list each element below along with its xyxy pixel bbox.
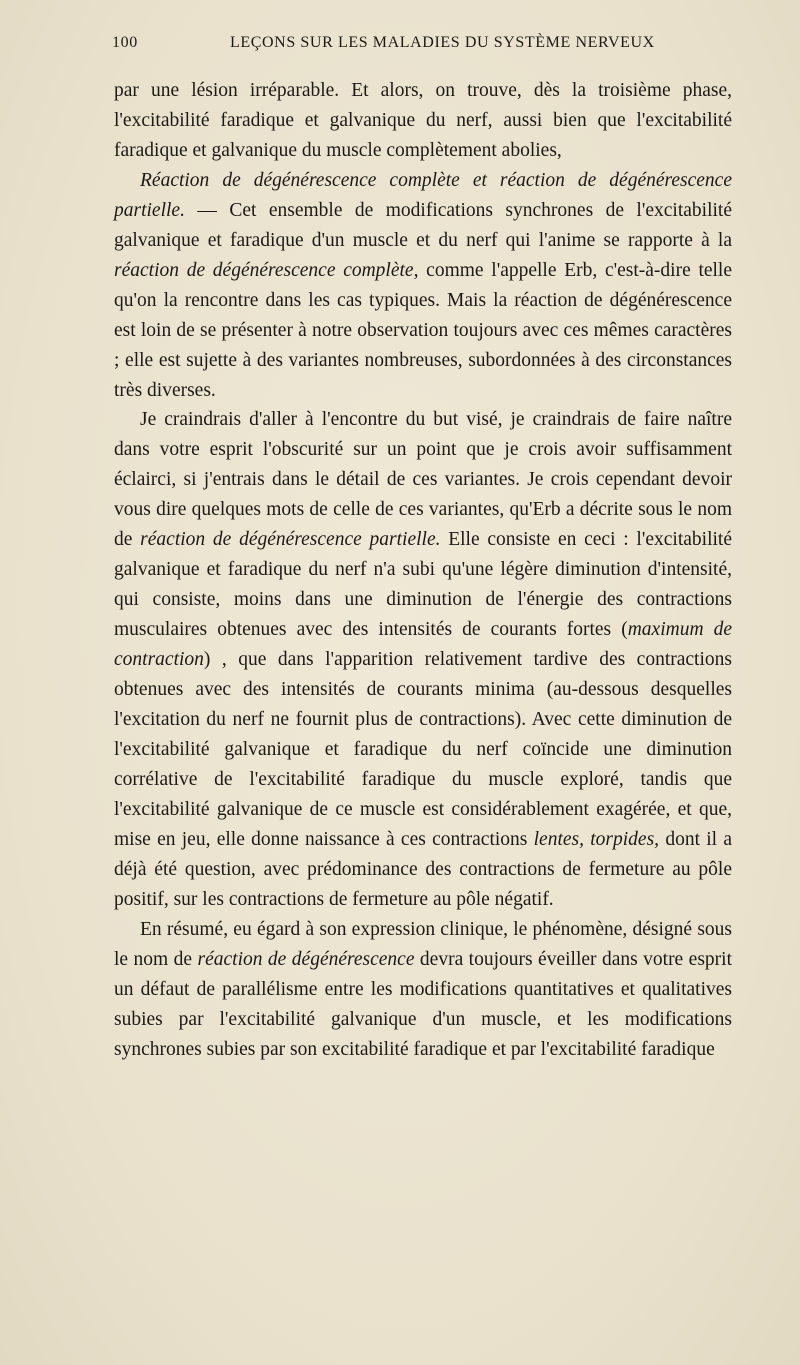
section-heading: Réaction de dégénérescence complète et réaction de dégénérescence partielle. bbox=[114, 169, 732, 221]
paragraph-3-italic-term-a: réaction de dégénérescence partielle. bbox=[140, 529, 441, 551]
paragraph-1 bbox=[114, 76, 732, 166]
paragraph-4-text-a: En résumé, eu égard à son expression clinique, le phénomène, désigné sous le nom de bbox=[114, 918, 732, 970]
body-text bbox=[114, 76, 732, 1064]
paragraph-2 bbox=[114, 166, 732, 406]
running-head bbox=[112, 34, 716, 58]
paragraph-1-text: par une lésion irréparable. Et alors, on trouve, dès la troisième phase, l'excitabilité faradique et galvanique du nerf, aussi bien que l'excitabilité faradique et galvanique du muscle complètement abolies, bbox=[114, 80, 732, 161]
paragraph-3-text-c: ) , que dans l'apparition relativement tardive des contractions obtenues avec des intensités de courants minima (au-dessous desquelles l'excitation du nerf ne fournit plus de contractions). Avec cette diminution de l'excitabilité galvanique et faradique du nerf coïncide une diminution corrélative de l'excitabilité faradique du muscle exploré, tandis que l'excitabilité galvanique de ce muscle est considérablement exagérée, et que, mise en jeu, elle donne naissance à ces contractions bbox=[114, 649, 732, 850]
paragraph-2-text-b: comme l'appelle Erb, c'est-à-dire telle qu'on la rencontre dans les cas typiques. Mais la réaction de dégénérescence est loin de se présenter à notre observation toujours avec ces mêmes caractères ; elle est sujette à des variantes nombreuses, subordonnées à des circonstances très diverses. bbox=[114, 259, 733, 401]
paragraph-3-text-a: Je craindrais d'aller à l'encontre du but visé, je craindrais de faire naître dans votre esprit l'obscurité sur un point que je crois avoir suffisamment éclairci, si j'entrais dans le détail de ces variantes. Je crois cependant devoir vous dire quelques mots de celle de ces variantes, qu'Erb a décrite sous le nom de bbox=[114, 409, 732, 551]
paragraph-3-italic-term-c: lentes, torpides, bbox=[533, 828, 660, 850]
page-number: 100 bbox=[112, 34, 138, 51]
paragraph-4 bbox=[114, 915, 732, 1065]
running-title: LEÇONS SUR LES MALADIES DU SYSTÈME NERVEUX bbox=[230, 34, 655, 51]
paragraph-3-text-d: dont il a déjà été question, avec prédominance des contractions de fermeture au pôle positif, sur les contractions de fermeture au pôle négatif. bbox=[114, 828, 732, 910]
paragraph-4-text-b: devra toujours éveiller dans votre esprit un défaut de parallélisme entre les modifications quantitatives et qualitatives subies par l'excitabilité galvanique d'un muscle, et les modifications synchrones subies par son excitabilité faradique et par l'excitabilité faradique bbox=[114, 948, 732, 1060]
paragraph-3-italic-term-b: maximum de contraction bbox=[114, 619, 732, 671]
paragraph-4-italic-term: réaction de dégénérescence bbox=[197, 948, 415, 970]
paragraph-2-italic-term: réaction de dégénérescence complète, bbox=[114, 259, 419, 281]
paragraph-2-text-a: — Cet ensemble de modifications synchrones de l'excitabilité galvanique et faradique d'un muscle et du nerf qui l'anime se rapporte à la bbox=[114, 199, 732, 251]
paragraph-3 bbox=[114, 405, 732, 914]
paragraph-3-text-b: Elle consiste en ceci : l'excitabilité galvanique et faradique du nerf n'a subi qu'une légère diminution d'intensité, qui consiste, moins dans une diminution de l'énergie des contractions musculaires obtenues avec des intensités de courants fortes ( bbox=[114, 529, 732, 641]
